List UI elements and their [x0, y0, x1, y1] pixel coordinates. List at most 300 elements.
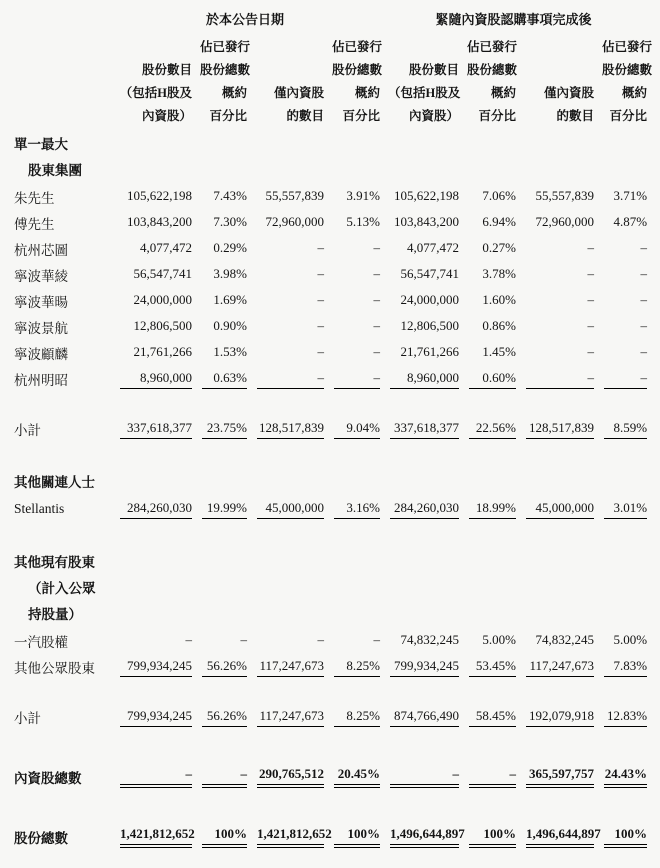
column-header-line: 內資股） — [141, 109, 192, 123]
cell-value-text: 8.25% — [334, 658, 380, 677]
cell-value-text: 284,260,030 — [390, 500, 459, 519]
row-label: Stellantis — [14, 501, 65, 516]
column-header-line: 概約 — [622, 86, 648, 100]
cell-value-text: – — [469, 766, 516, 788]
cell-value — [459, 416, 516, 442]
cell-value — [192, 764, 247, 790]
cell-value-text: 0.86% — [482, 318, 517, 333]
cell-value-text: – — [202, 766, 247, 788]
cell-value-text: 24,000,000 — [400, 292, 460, 307]
column-header-line: 的數目 — [286, 109, 324, 123]
column-header-line: 股份總數 — [200, 63, 251, 77]
column-header-line: 百分比 — [342, 109, 381, 123]
cell-value-text: 7.06% — [482, 188, 517, 203]
cell-value — [247, 236, 324, 262]
cell-value-text: 1.60% — [482, 292, 517, 307]
cell-value-text: 6.94% — [482, 214, 517, 229]
cell-value — [324, 288, 380, 314]
cell-value-text: – — [587, 318, 595, 333]
cell-value-text: – — [587, 240, 595, 255]
cell-value — [594, 654, 647, 680]
row-label: 股份總數 — [14, 831, 68, 846]
cell-value-text: – — [317, 292, 324, 307]
cell-value — [324, 704, 380, 730]
cell-value — [459, 704, 516, 730]
row-label: 小計 — [14, 711, 41, 726]
cell-value — [594, 824, 647, 850]
cell-value-text: 128,517,839 — [257, 420, 324, 439]
cell-value-text: 19.99% — [202, 500, 247, 519]
cell-value — [247, 184, 324, 210]
cell-value — [516, 496, 594, 522]
cell-value — [459, 184, 516, 210]
cell-value-text: 337,618,377 — [120, 420, 192, 439]
cell-value — [192, 184, 247, 210]
cell-value-text: – — [640, 240, 648, 255]
row-label: 寧波顧麟 — [14, 347, 68, 362]
cell-value — [380, 262, 459, 288]
cell-value-text: – — [373, 344, 381, 359]
cell-value — [380, 366, 459, 392]
cell-value-text: 5.13% — [346, 214, 381, 229]
cell-value — [247, 496, 324, 522]
cell-value — [516, 314, 594, 340]
cell-value — [594, 314, 647, 340]
cell-value — [110, 236, 192, 262]
cell-value-text: 21,761,266 — [133, 344, 192, 359]
column-header-pct-of-total-issued — [192, 36, 251, 132]
cell-value — [380, 314, 459, 340]
cell-value — [324, 314, 380, 340]
cell-value — [324, 236, 380, 262]
cell-value-text: 1,421,812,652 — [120, 826, 192, 848]
cell-value-text: – — [640, 266, 648, 281]
spacer-row — [14, 392, 647, 416]
cell-value — [594, 496, 647, 522]
cell-value — [380, 764, 459, 790]
column-header-domestic-shares-only — [516, 36, 594, 132]
cell-value-text: 799,934,245 — [120, 708, 192, 727]
cell-value-text: 105,622,198 — [394, 188, 460, 203]
column-header-line: （包括H股及 — [119, 86, 192, 100]
spacer-cell — [14, 442, 647, 470]
cell-value-text: 103,843,200 — [127, 214, 192, 229]
cell-value-text: 1,421,812,652 — [257, 826, 324, 848]
cell-value-text: – — [373, 292, 381, 307]
cell-value-text: – — [587, 292, 595, 307]
cell-value — [110, 366, 192, 392]
spacer-cell — [14, 392, 647, 416]
cell-value-text: 874,766,490 — [390, 708, 459, 727]
cell-value-text: 8,960,000 — [390, 370, 459, 389]
cell-value — [594, 764, 647, 790]
cell-value-text: – — [120, 766, 192, 788]
spacer-cell — [14, 522, 647, 550]
section-label-line: 持股量） — [28, 607, 82, 622]
cell-value-text: 56,547,741 — [133, 266, 192, 281]
cell-value — [324, 416, 380, 442]
cell-value-text: 12,806,500 — [400, 318, 460, 333]
cell-value-text: 21,761,266 — [400, 344, 460, 359]
cell-value-text: – — [526, 370, 594, 389]
spacer-cell — [14, 680, 647, 704]
cell-value-text: 0.29% — [213, 240, 247, 255]
cell-value-text: 56.26% — [202, 708, 247, 727]
cell-value-text: 290,765,512 — [257, 766, 324, 788]
cell-value — [247, 764, 324, 790]
column-header-line: 佔已發行 — [200, 40, 251, 54]
column-header-line: 概約 — [491, 86, 517, 100]
cell-value — [247, 340, 324, 366]
cell-value — [594, 262, 647, 288]
group-header-after-completion: 緊隨內資股認購事項完成後 — [435, 12, 592, 27]
cell-value-text: 8.25% — [334, 708, 380, 727]
cell-value-text: 24,000,000 — [133, 292, 192, 307]
cell-value — [516, 236, 594, 262]
cell-value-text: – — [317, 266, 324, 281]
spacer-row — [14, 730, 647, 764]
column-header-line: 僅內資股 — [273, 86, 324, 100]
column-header-shares-incl-h-and-domestic — [110, 36, 192, 132]
cell-value-text: 24.43% — [604, 766, 647, 788]
cell-value — [192, 654, 247, 680]
cell-value — [192, 340, 247, 366]
cell-value — [459, 236, 516, 262]
cell-value-text: 7.43% — [213, 188, 247, 203]
cell-value-text: 3.71% — [613, 188, 648, 203]
cell-value-text: 117,247,673 — [257, 708, 324, 727]
cell-value-text: 1.53% — [213, 344, 247, 359]
column-header-line: 股份總數 — [467, 63, 518, 77]
cell-value-text: – — [317, 318, 324, 333]
cell-value — [324, 210, 380, 236]
cell-value-text: 0.90% — [213, 318, 247, 333]
column-header-line: 股份數目 — [409, 63, 460, 77]
cell-value-text: 365,597,757 — [526, 766, 594, 788]
table-row — [14, 236, 647, 262]
table-header — [14, 10, 653, 132]
cell-value-text: 55,557,839 — [535, 188, 595, 203]
total-row — [14, 764, 647, 790]
cell-value-text: 1,496,644,897 — [390, 826, 459, 848]
column-header-line: 股份總數 — [602, 63, 653, 77]
row-label: 寧波華暘 — [14, 295, 68, 310]
cell-value-text: 117,247,673 — [257, 658, 324, 677]
cell-value — [516, 704, 594, 730]
cell-value — [247, 628, 324, 654]
cell-value — [380, 288, 459, 314]
cell-value — [380, 210, 459, 236]
cell-value — [516, 764, 594, 790]
column-header-pct-of-total-issued — [324, 36, 383, 132]
cell-value-text: 3.78% — [482, 266, 517, 281]
section-label-line: 其他現有股東 — [14, 555, 95, 570]
cell-value — [247, 824, 332, 850]
row-label: 內資股總數 — [14, 771, 82, 786]
cell-value-text: 8.59% — [604, 420, 647, 439]
cell-value — [594, 366, 647, 392]
cell-value — [594, 704, 647, 730]
cell-value-text: – — [640, 344, 648, 359]
cell-value-text: 4,077,472 — [407, 240, 460, 255]
cell-value — [459, 314, 516, 340]
total-row — [14, 824, 647, 850]
cell-value-text: 0.27% — [482, 240, 517, 255]
cell-value — [247, 262, 324, 288]
table-row — [14, 262, 647, 288]
cell-value-text: 20.45% — [334, 766, 380, 788]
cell-value-text: 1,496,644,897 — [526, 826, 594, 848]
cell-value — [324, 654, 380, 680]
cell-value-text: 3.16% — [334, 500, 380, 519]
cell-value — [324, 184, 380, 210]
cell-value — [110, 628, 192, 654]
column-header-line: 百分比 — [478, 109, 517, 123]
cell-value — [516, 184, 594, 210]
cell-value — [594, 184, 647, 210]
table-row — [14, 366, 647, 392]
cell-value — [192, 236, 247, 262]
spacer-row — [14, 790, 647, 824]
cell-value-text: 100% — [334, 826, 380, 848]
cell-value-text: 56.26% — [202, 658, 247, 677]
cell-value-text: 0.60% — [469, 370, 516, 389]
spacer-row — [14, 442, 647, 470]
column-header-line: 佔已發行 — [467, 40, 518, 54]
cell-value-text: 45,000,000 — [526, 500, 594, 519]
cell-value-text: – — [640, 318, 648, 333]
cell-value — [380, 184, 459, 210]
column-header-pct-of-total-issued — [594, 36, 653, 132]
cell-value — [324, 366, 380, 392]
section-label-line: 股東集團 — [28, 163, 82, 178]
cell-value — [594, 340, 647, 366]
cell-value-text: 18.99% — [469, 500, 516, 519]
cell-value — [192, 262, 247, 288]
cell-value-text: 100% — [469, 826, 516, 848]
cell-value-text: – — [640, 292, 648, 307]
cell-value-text: – — [604, 370, 647, 389]
column-header-line: 僅內資股 — [544, 86, 595, 100]
cell-value-text: 100% — [604, 826, 647, 848]
cell-value-text: – — [257, 370, 324, 389]
cell-value — [110, 496, 192, 522]
cell-value — [459, 288, 516, 314]
cell-value — [459, 824, 516, 850]
column-header-line: 佔已發行 — [332, 40, 383, 54]
cell-value-text: 58.45% — [469, 708, 516, 727]
cell-value — [594, 416, 647, 442]
cell-value — [324, 824, 380, 850]
cell-value-text: – — [373, 632, 381, 647]
cell-value-text: 1.45% — [482, 344, 517, 359]
row-label: 寧波華綾 — [14, 269, 68, 284]
cell-value — [110, 654, 192, 680]
cell-value — [110, 824, 195, 850]
empty-label-header-cell — [14, 36, 110, 132]
cell-value — [380, 704, 459, 730]
cell-value-text: 3.98% — [213, 266, 247, 281]
cell-value — [459, 628, 516, 654]
column-header-line: 股份數目 — [141, 63, 192, 77]
column-header-line: 股份總數 — [332, 63, 383, 77]
cell-value — [110, 416, 192, 442]
cell-value-text: 12,806,500 — [133, 318, 192, 333]
cell-value — [324, 628, 380, 654]
section-label-line: 其他關連人士 — [14, 475, 95, 490]
cell-value-text: – — [373, 266, 381, 281]
cell-value — [324, 262, 380, 288]
cell-value — [192, 314, 247, 340]
cell-value-text: 3.01% — [604, 500, 647, 519]
column-header-row — [14, 36, 647, 132]
cell-value — [324, 764, 380, 790]
cell-value-text: – — [240, 632, 247, 647]
table-row — [14, 654, 647, 680]
cell-value — [192, 824, 247, 850]
table-row — [14, 628, 647, 654]
cell-value — [516, 366, 594, 392]
cell-value — [110, 314, 192, 340]
cell-value-text: – — [334, 370, 380, 389]
column-header-line: 概約 — [221, 86, 247, 100]
cell-value — [594, 628, 647, 654]
cell-value-text: – — [587, 266, 595, 281]
cell-value — [247, 366, 324, 392]
cell-value-text: 105,622,198 — [127, 188, 192, 203]
shareholding-table — [14, 10, 653, 850]
column-header-shares-incl-h-and-domestic — [380, 36, 459, 132]
cell-value-text: 5.00% — [482, 632, 517, 647]
cell-value — [516, 210, 594, 236]
section-header-cell — [14, 550, 647, 628]
cell-value-text: 192,079,918 — [526, 708, 594, 727]
group-header-as-of-announcement: 於本公告日期 — [206, 12, 285, 27]
cell-value — [380, 496, 459, 522]
cell-value-text: 56,547,741 — [400, 266, 460, 281]
cell-value-text: 3.91% — [346, 188, 381, 203]
cell-value-text: 74,832,245 — [535, 632, 595, 647]
cell-value — [516, 654, 594, 680]
cell-value — [459, 654, 516, 680]
cell-value — [459, 262, 516, 288]
cell-value — [516, 628, 594, 654]
cell-value — [516, 288, 594, 314]
cell-value-text: – — [587, 344, 595, 359]
spacer-cell — [14, 790, 647, 824]
cell-value-text: 4,077,472 — [140, 240, 192, 255]
cell-value — [516, 824, 601, 850]
table-row — [14, 314, 647, 340]
cell-value — [247, 416, 324, 442]
cell-value — [192, 366, 247, 392]
cell-value — [380, 416, 459, 442]
spacer-row — [14, 680, 647, 704]
cell-value-text: 23.75% — [202, 420, 247, 439]
cell-value — [594, 210, 647, 236]
cell-value — [459, 340, 516, 366]
cell-value — [594, 236, 647, 262]
cell-value-text: 22.56% — [469, 420, 516, 439]
cell-value-text: 799,934,245 — [120, 658, 192, 677]
cell-value-text: 53.45% — [469, 658, 516, 677]
cell-value-text: 72,960,000 — [535, 214, 595, 229]
column-header-line: 佔已發行 — [602, 40, 653, 54]
table-row — [14, 210, 647, 236]
column-header-pct-of-total-issued — [459, 36, 516, 132]
section-header-row — [14, 550, 647, 628]
cell-value — [516, 416, 594, 442]
cell-value-text: – — [373, 318, 381, 333]
table-row — [14, 496, 647, 522]
empty-corner-cell — [14, 10, 110, 36]
cell-value-text: 117,247,673 — [526, 658, 594, 677]
table-row — [14, 184, 647, 210]
column-header-line: （包括H股及 — [388, 86, 461, 100]
cell-value — [110, 262, 192, 288]
cell-value — [247, 288, 324, 314]
column-header-line: 百分比 — [209, 109, 247, 123]
cell-value-text: 45,000,000 — [257, 500, 324, 519]
cell-value — [192, 496, 247, 522]
spacer-row — [14, 522, 647, 550]
column-header-line: 百分比 — [609, 109, 648, 123]
column-header-line: 內資股） — [409, 109, 460, 123]
table-row — [14, 288, 647, 314]
cell-value-text: 0.63% — [202, 370, 247, 389]
cell-value — [380, 654, 459, 680]
group-header-row — [14, 10, 647, 36]
cell-value — [516, 340, 594, 366]
row-label: 小計 — [14, 423, 41, 438]
cell-value-text: 799,934,245 — [390, 658, 459, 677]
cell-value — [192, 288, 247, 314]
section-header-cell — [14, 470, 647, 496]
cell-value-text: 7.30% — [213, 214, 247, 229]
cell-value — [459, 764, 516, 790]
section-header-row — [14, 470, 647, 496]
cell-value — [247, 704, 324, 730]
cell-value — [110, 288, 192, 314]
cell-value-text: 7.83% — [604, 658, 647, 677]
cell-value — [380, 340, 459, 366]
cell-value — [380, 236, 459, 262]
cell-value — [324, 496, 380, 522]
cell-value-text: 8,960,000 — [120, 370, 192, 389]
cell-value — [324, 340, 380, 366]
table-body — [14, 132, 647, 850]
section-label-line: 單一最大 — [14, 137, 68, 152]
cell-value-text: 284,260,030 — [120, 500, 192, 519]
cell-value — [459, 496, 516, 522]
cell-value — [459, 366, 516, 392]
cell-value-text: 72,960,000 — [265, 214, 324, 229]
cell-value-text: 9.04% — [334, 420, 380, 439]
cell-value — [110, 184, 192, 210]
cell-value — [516, 262, 594, 288]
cell-value-text: 337,618,377 — [390, 420, 459, 439]
cell-value-text: – — [317, 632, 324, 647]
column-header-domestic-shares-only — [247, 36, 324, 132]
cell-value — [247, 210, 324, 236]
subtotal-row — [14, 704, 647, 730]
row-label: 杭州芯圖 — [14, 243, 68, 258]
cell-value-text: 103,843,200 — [394, 214, 460, 229]
column-header-line: 概約 — [355, 86, 381, 100]
cell-value-text: 100% — [202, 826, 247, 848]
cell-value-text: 4.87% — [613, 214, 648, 229]
cell-value — [192, 210, 247, 236]
